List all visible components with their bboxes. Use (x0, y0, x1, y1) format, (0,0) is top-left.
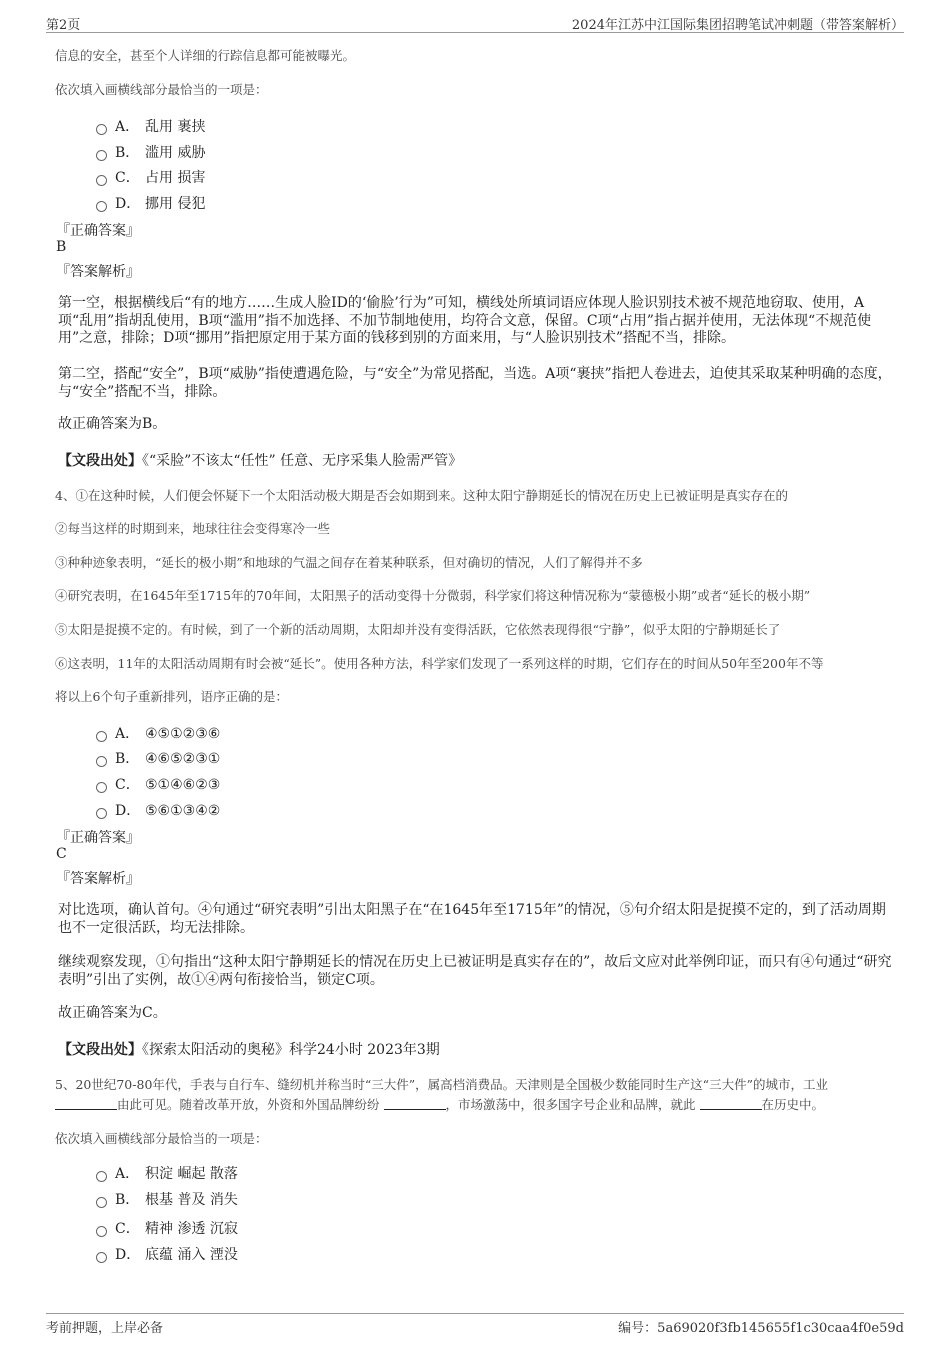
option-letter: D． (115, 803, 141, 819)
q3-answer: B (56, 239, 67, 255)
q4-option-b[interactable] (96, 748, 220, 768)
option-text: ⑤①④⑥②③ (145, 777, 221, 793)
q4-sentence-2: ②每当这样的时期到来，地球往往会变得寒冷一些 (55, 521, 331, 536)
q5-stem-segment-1: 由此可见。随着改革开放，外资和外国品牌纷纷 (117, 1097, 380, 1112)
radio-button-icon[interactable] (96, 756, 107, 767)
page-number: 第2页 (46, 18, 81, 33)
q5-prompt: 依次填入画横线部分最恰当的一项是： (55, 1131, 268, 1146)
q4-analysis-label: 『答案解析』 (56, 871, 140, 887)
option-text: ④⑥⑤②③① (145, 751, 221, 767)
source-label: 【文段出处】 (58, 1042, 142, 1058)
source-text: 《“采脸”不该太“任性” 任意、无序采集人脸需严管》 (142, 453, 463, 469)
radio-button-icon[interactable] (96, 1226, 107, 1237)
q4-sentence-3: ③种种迹象表明，“延长的极小期”和地球的气温之间存在着某种联系，但对确切的情况，人们了解得并不多 (55, 555, 643, 570)
option-text: 底蕴 涌入 湮没 (145, 1247, 238, 1263)
page-header (46, 14, 904, 33)
q5-stem-segment-2: ，市场激荡中，很多国字号企业和品牌，就此 (445, 1097, 696, 1112)
q5-option-d[interactable] (96, 1244, 238, 1264)
q3-stem-tail: 信息的安全，甚至个人详细的行踪信息都可能被曝光。 (55, 48, 356, 63)
option-letter: A． (115, 119, 140, 135)
option-text: 滥用 威胁 (145, 145, 206, 161)
radio-button-icon[interactable] (96, 201, 107, 212)
radio-button-icon[interactable] (96, 1252, 107, 1263)
footer-slogan: 考前押题，上岸必备 (46, 1321, 164, 1336)
option-letter: C． (115, 777, 140, 793)
q3-option-a[interactable] (96, 116, 205, 136)
q4-prompt: 将以上6个句子重新排列，语序正确的是： (55, 689, 288, 704)
q4-sentence-1: 4、①在这种时候，人们便会怀疑下一个太阳活动极大期是否会如期到来。这种太阳宁静期延长的情况在历史上已被证明是真实存在的 (55, 488, 788, 503)
q3-option-c[interactable] (96, 167, 205, 187)
q5-stem-line-2 (55, 1095, 824, 1113)
q4-source (58, 1039, 440, 1059)
q3-prompt: 依次填入画横线部分最恰当的一项是： (55, 82, 268, 97)
document-id: 编号：5a69020f3fb145655f1c30caa4f0e59d (618, 1321, 904, 1336)
fill-blank-1 (55, 1097, 117, 1110)
option-letter: A． (115, 726, 140, 742)
option-letter: C． (115, 170, 140, 186)
q3-analysis-label: 『答案解析』 (56, 264, 140, 280)
radio-button-icon[interactable] (96, 175, 107, 186)
option-letter: C． (115, 1221, 140, 1237)
source-label: 【文段出处】 (58, 453, 142, 469)
radio-button-icon[interactable] (96, 150, 107, 161)
fill-blank-2 (384, 1097, 446, 1110)
option-text: 占用 损害 (145, 170, 206, 186)
option-letter: B． (115, 751, 140, 767)
q3-source (58, 450, 462, 470)
radio-button-icon[interactable] (96, 1171, 107, 1182)
q4-sentence-6: ⑥这表明，11年的太阳活动周期有时会被“延长”。使用各种方法，科学家们发现了一系列这样的时期，它们存在的时间从50年至200年不等 (55, 656, 824, 671)
document-title: 2024年江苏中江国际集团招聘笔试冲刺题（带答案解析） (571, 18, 904, 33)
q5-option-c[interactable] (96, 1218, 238, 1238)
q4-option-c[interactable] (96, 774, 220, 794)
q4-option-a[interactable] (96, 723, 220, 743)
radio-button-icon[interactable] (96, 731, 107, 742)
option-text: ⑤⑥①③④② (145, 803, 221, 819)
radio-button-icon[interactable] (96, 1197, 107, 1208)
q3-conclusion: 故正确答案为B。 (58, 416, 167, 432)
q3-analysis-paragraph-1: 第一空，根据横线后“有的地方……生成人脸ID的‘偷脸’行为”可知，横线处所填词语应体现人脸识别技术被不规范地窃取、使用，A项“乱用”指胡乱使用，B项“滥用”指不加选择、不加节制地使用，均符合文意，保留。C项“占用”指占据并使用，无法体现“不规范使用”之意，排除；D项“挪用”指把原定用于某方面的钱移到别的方面来用，与“人脸识别技术”搭配不当，排除。 (58, 295, 872, 346)
radio-button-icon[interactable] (96, 808, 107, 819)
q4-option-d[interactable] (96, 800, 220, 820)
option-letter: D． (115, 1247, 141, 1263)
option-text: 积淀 崛起 散落 (145, 1166, 238, 1182)
option-letter: A． (115, 1166, 140, 1182)
q3-analysis-paragraph-2: 第二空，搭配“安全”，B项“威胁”指使遭遇危险，与“安全”为常见搭配，当选。A项“裹挟”指把人卷进去，迫使其采取某种明确的态度，与“安全”搭配不当，排除。 (58, 366, 892, 400)
q5-stem-segment-3: 在历史中。 (761, 1097, 825, 1112)
option-text: 根基 普及 消失 (145, 1192, 238, 1208)
q3-option-b[interactable] (96, 142, 205, 162)
option-text: 精神 渗透 沉寂 (145, 1221, 238, 1237)
q4-answer-label: 『正确答案』 (56, 830, 140, 846)
q5-stem-line-1: 5、20世纪70-80年代，手表与自行车、缝纫机并称当时“三大件”，属高档消费品。天津则是全国极少数能同时生产这“三大件”的城市，工业 (55, 1077, 828, 1092)
q4-sentence-4: ④研究表明，在1645年至1715年的70年间，太阳黑子的活动变得十分微弱，科学家们将这种情况称为“蒙德极小期”或者“延长的极小期” (55, 588, 811, 603)
source-text: 《探索太阳活动的奥秘》科学24小时 2023年3期 (142, 1042, 440, 1058)
option-text: 挪用 侵犯 (145, 196, 206, 212)
radio-button-icon[interactable] (96, 124, 107, 135)
option-letter: B． (115, 1192, 140, 1208)
q4-conclusion: 故正确答案为C。 (58, 1005, 167, 1021)
q3-answer-label: 『正确答案』 (56, 223, 140, 239)
q5-option-a[interactable] (96, 1163, 238, 1183)
q4-analysis-paragraph-1: 对比选项，确认首句。④句通过“研究表明”引出太阳黑子在“在1645年至1715年”的情况，⑤句介绍太阳是捉摸不定的，到了活动周期也不一定很活跃，均无法排除。 (58, 902, 886, 936)
option-letter: B． (115, 145, 140, 161)
option-text: 乱用 裹挟 (145, 119, 206, 135)
fill-blank-3 (700, 1097, 762, 1110)
radio-button-icon[interactable] (96, 782, 107, 793)
option-text: ④⑤①②③⑥ (145, 726, 221, 742)
page-footer (46, 1313, 904, 1336)
q4-analysis-paragraph-2: 继续观察发现，①句指出“这种太阳宁静期延长的情况在历史上已被证明是真实存在的”，故后文应对此举例印证，而只有④句通过“研究表明”引出了实例，故①④两句衔接恰当，锁定C项。 (58, 954, 892, 988)
q4-answer: C (56, 846, 67, 862)
option-letter: D． (115, 196, 141, 212)
q4-sentence-5: ⑤太阳是捉摸不定的。有时候，到了一个新的活动周期，太阳却并没有变得活跃，它依然表现得很“宁静”，似乎太阳的宁静期延长了 (55, 622, 781, 637)
q3-option-d[interactable] (96, 193, 205, 213)
q5-option-b[interactable] (96, 1189, 238, 1209)
